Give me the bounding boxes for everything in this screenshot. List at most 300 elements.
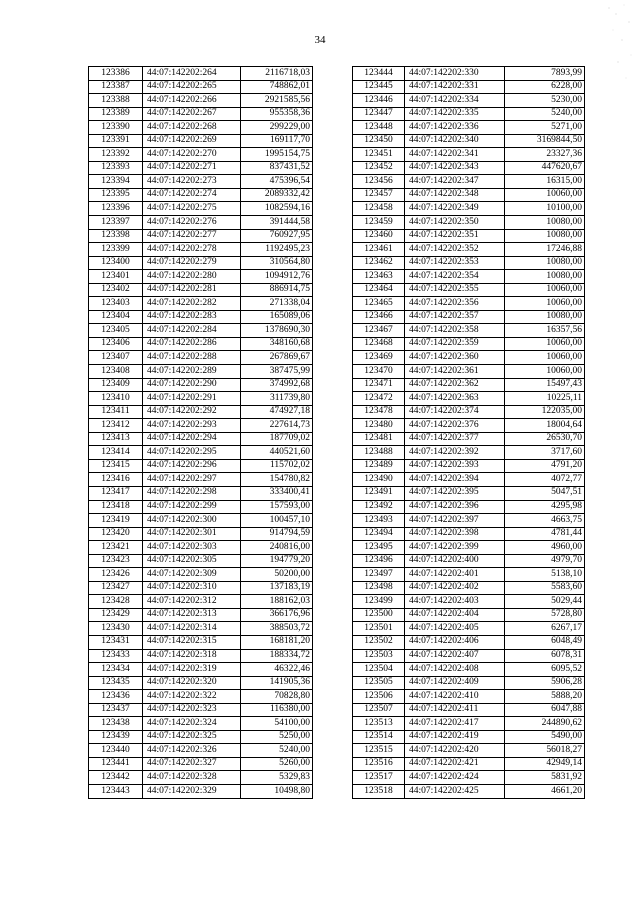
row-number-cell: 123417 [89, 486, 143, 500]
cadastral-number-cell: 44:07:142202:397 [405, 514, 505, 528]
table-row [89, 188, 313, 202]
cadastral-number-cell: 44:07:142202:336 [405, 121, 505, 135]
cadastral-number-cell: 44:07:142202:325 [143, 730, 241, 744]
row-number-cell: 123470 [353, 365, 405, 379]
table-row [353, 717, 585, 731]
cadastral-number-cell: 44:07:142202:399 [405, 541, 505, 555]
table-row [89, 148, 313, 162]
table-row [89, 527, 313, 541]
table-row [89, 649, 313, 663]
row-number-cell: 123490 [353, 473, 405, 487]
cadastral-value-cell: 244890,62 [505, 717, 585, 731]
cadastral-value-cell: 10060,00 [505, 188, 585, 202]
row-number-cell: 123438 [89, 717, 143, 731]
cadastral-value-cell: 227614,73 [241, 419, 313, 433]
row-number-cell: 123435 [89, 676, 143, 690]
cadastral-value-cell: 366176,96 [241, 608, 313, 622]
cadastral-number-cell: 44:07:142202:363 [405, 392, 505, 406]
cadastral-number-cell: 44:07:142202:402 [405, 581, 505, 595]
cadastral-number-cell: 44:07:142202:400 [405, 554, 505, 568]
row-number-cell: 123440 [89, 744, 143, 758]
cadastral-number-cell: 44:07:142202:331 [405, 80, 505, 94]
cadastral-number-cell: 44:07:142202:394 [405, 473, 505, 487]
table-row [89, 324, 313, 338]
table-row [89, 554, 313, 568]
table-row [353, 67, 585, 81]
cadastral-value-cell: 122035,00 [505, 405, 585, 419]
cadastral-number-cell: 44:07:142202:296 [143, 459, 241, 473]
cadastral-number-cell: 44:07:142202:420 [405, 744, 505, 758]
table-row [353, 94, 585, 108]
cadastral-number-cell: 44:07:142202:314 [143, 622, 241, 636]
row-number-cell: 123442 [89, 771, 143, 785]
row-number-cell: 123499 [353, 595, 405, 609]
cadastral-value-cell: 46322,46 [241, 663, 313, 677]
cadastral-value-cell: 3717,60 [505, 446, 585, 460]
table-row [89, 297, 313, 311]
row-number-cell: 123415 [89, 459, 143, 473]
cadastral-number-cell: 44:07:142202:353 [405, 256, 505, 270]
cadastral-number-cell: 44:07:142202:269 [143, 134, 241, 148]
cadastral-number-cell: 44:07:142202:326 [143, 744, 241, 758]
cadastral-number-cell: 44:07:142202:318 [143, 649, 241, 663]
cadastral-number-cell: 44:07:142202:419 [405, 730, 505, 744]
cadastral-value-cell: 154780,82 [241, 473, 313, 487]
table-row [353, 134, 585, 148]
row-number-cell: 123404 [89, 310, 143, 324]
cadastral-number-cell: 44:07:142202:281 [143, 283, 241, 297]
cadastral-value-cell: 5490,00 [505, 730, 585, 744]
cadastral-table-left-body [89, 67, 313, 799]
cadastral-number-cell: 44:07:142202:323 [143, 703, 241, 717]
cadastral-value-cell: 165089,06 [241, 310, 313, 324]
table-row [353, 744, 585, 758]
cadastral-number-cell: 44:07:142202:295 [143, 446, 241, 460]
table-row [353, 405, 585, 419]
cadastral-number-cell: 44:07:142202:288 [143, 351, 241, 365]
cadastral-number-cell: 44:07:142202:309 [143, 568, 241, 582]
row-number-cell: 123450 [353, 134, 405, 148]
table-row [353, 568, 585, 582]
cadastral-value-cell: 5329,83 [241, 771, 313, 785]
cadastral-value-cell: 1378690,30 [241, 324, 313, 338]
cadastral-value-cell: 955358,36 [241, 107, 313, 121]
row-number-cell: 123407 [89, 351, 143, 365]
table-row [89, 270, 313, 284]
row-number-cell: 123504 [353, 663, 405, 677]
table-row [89, 378, 313, 392]
table-row [89, 175, 313, 189]
table-row [89, 243, 313, 257]
cadastral-value-cell: 10498,80 [241, 784, 313, 798]
cadastral-number-cell: 44:07:142202:312 [143, 595, 241, 609]
table-row [353, 771, 585, 785]
table-row [89, 473, 313, 487]
cadastral-value-cell: 10060,00 [505, 365, 585, 379]
table-row [353, 527, 585, 541]
cadastral-number-cell: 44:07:142202:407 [405, 649, 505, 663]
cadastral-number-cell: 44:07:142202:359 [405, 337, 505, 351]
cadastral-value-cell: 5260,00 [241, 757, 313, 771]
cadastral-number-cell: 44:07:142202:300 [143, 514, 241, 528]
table-row [89, 310, 313, 324]
cadastral-number-cell: 44:07:142202:411 [405, 703, 505, 717]
cadastral-value-cell: 6095,52 [505, 663, 585, 677]
table-row [353, 175, 585, 189]
cadastral-number-cell: 44:07:142202:355 [405, 283, 505, 297]
cadastral-value-cell: 4072,77 [505, 473, 585, 487]
table-row [353, 608, 585, 622]
cadastral-value-cell: 4781,44 [505, 527, 585, 541]
row-number-cell: 123390 [89, 121, 143, 135]
row-number-cell: 123394 [89, 175, 143, 189]
row-number-cell: 123416 [89, 473, 143, 487]
cadastral-value-cell: 1094912,76 [241, 270, 313, 284]
cadastral-number-cell: 44:07:142202:329 [143, 784, 241, 798]
table-row [353, 541, 585, 555]
row-number-cell: 123419 [89, 514, 143, 528]
row-number-cell: 123462 [353, 256, 405, 270]
table-row [89, 80, 313, 94]
row-number-cell: 123420 [89, 527, 143, 541]
cadastral-number-cell: 44:07:142202:274 [143, 188, 241, 202]
row-number-cell: 123408 [89, 365, 143, 379]
row-number-cell: 123403 [89, 297, 143, 311]
cadastral-value-cell: 2089332,42 [241, 188, 313, 202]
row-number-cell: 123503 [353, 649, 405, 663]
cadastral-number-cell: 44:07:142202:299 [143, 500, 241, 514]
cadastral-value-cell: 267869,67 [241, 351, 313, 365]
cadastral-value-cell: 10060,00 [505, 283, 585, 297]
row-number-cell: 123493 [353, 514, 405, 528]
row-number-cell: 123452 [353, 161, 405, 175]
table-row [353, 216, 585, 230]
row-number-cell: 123400 [89, 256, 143, 270]
cadastral-value-cell: 4960,00 [505, 541, 585, 555]
table-row [353, 310, 585, 324]
cadastral-value-cell: 4791,20 [505, 459, 585, 473]
row-number-cell: 123463 [353, 270, 405, 284]
cadastral-number-cell: 44:07:142202:357 [405, 310, 505, 324]
table-row [89, 67, 313, 81]
row-number-cell: 123414 [89, 446, 143, 460]
table-row [89, 717, 313, 731]
table-row [89, 622, 313, 636]
table-row [89, 446, 313, 460]
row-number-cell: 123460 [353, 229, 405, 243]
table-row [89, 771, 313, 785]
table-row [353, 622, 585, 636]
cadastral-number-cell: 44:07:142202:348 [405, 188, 505, 202]
row-number-cell: 123494 [353, 527, 405, 541]
cadastral-value-cell: 5831,92 [505, 771, 585, 785]
row-number-cell: 123421 [89, 541, 143, 555]
row-number-cell: 123514 [353, 730, 405, 744]
cadastral-number-cell: 44:07:142202:266 [143, 94, 241, 108]
cadastral-number-cell: 44:07:142202:327 [143, 757, 241, 771]
table-row [353, 784, 585, 798]
cadastral-number-cell: 44:07:142202:265 [143, 80, 241, 94]
cadastral-value-cell: 1192495,23 [241, 243, 313, 257]
row-number-cell: 123431 [89, 635, 143, 649]
table-row [89, 94, 313, 108]
cadastral-number-cell: 44:07:142202:324 [143, 717, 241, 731]
row-number-cell: 123441 [89, 757, 143, 771]
cadastral-value-cell: 5888,20 [505, 690, 585, 704]
cadastral-value-cell: 10080,00 [505, 216, 585, 230]
cadastral-number-cell: 44:07:142202:328 [143, 771, 241, 785]
row-number-cell: 123480 [353, 419, 405, 433]
row-number-cell: 123502 [353, 635, 405, 649]
table-row [89, 337, 313, 351]
cadastral-value-cell: 54100,00 [241, 717, 313, 731]
table-row [353, 80, 585, 94]
cadastral-value-cell: 10060,00 [505, 297, 585, 311]
table-row [353, 446, 585, 460]
row-number-cell: 123461 [353, 243, 405, 257]
cadastral-table-right [352, 66, 585, 799]
cadastral-value-cell: 115702,02 [241, 459, 313, 473]
cadastral-value-cell: 748862,01 [241, 80, 313, 94]
cadastral-number-cell: 44:07:142202:320 [143, 676, 241, 690]
table-row [89, 405, 313, 419]
row-number-cell: 123397 [89, 216, 143, 230]
cadastral-number-cell: 44:07:142202:403 [405, 595, 505, 609]
cadastral-number-cell: 44:07:142202:334 [405, 94, 505, 108]
cadastral-value-cell: 5230,00 [505, 94, 585, 108]
cadastral-number-cell: 44:07:142202:286 [143, 337, 241, 351]
table-row [353, 473, 585, 487]
cadastral-number-cell: 44:07:142202:392 [405, 446, 505, 460]
cadastral-number-cell: 44:07:142202:335 [405, 107, 505, 121]
cadastral-number-cell: 44:07:142202:271 [143, 161, 241, 175]
cadastral-value-cell: 5271,00 [505, 121, 585, 135]
cadastral-value-cell: 194779,20 [241, 554, 313, 568]
cadastral-value-cell: 137183,19 [241, 581, 313, 595]
cadastral-value-cell: 16357,56 [505, 324, 585, 338]
row-number-cell: 123498 [353, 581, 405, 595]
cadastral-number-cell: 44:07:142202:409 [405, 676, 505, 690]
table-row [89, 202, 313, 216]
table-row [89, 757, 313, 771]
cadastral-value-cell: 141905,36 [241, 676, 313, 690]
cadastral-value-cell: 188162,03 [241, 595, 313, 609]
row-number-cell: 123489 [353, 459, 405, 473]
row-number-cell: 123426 [89, 568, 143, 582]
row-number-cell: 123402 [89, 283, 143, 297]
cadastral-value-cell: 440521,60 [241, 446, 313, 460]
cadastral-value-cell: 18004,64 [505, 419, 585, 433]
row-number-cell: 123401 [89, 270, 143, 284]
table-row [353, 663, 585, 677]
cadastral-value-cell: 387475,99 [241, 365, 313, 379]
table-row [353, 514, 585, 528]
table-row [353, 188, 585, 202]
row-number-cell: 123398 [89, 229, 143, 243]
cadastral-number-cell: 44:07:142202:268 [143, 121, 241, 135]
table-row [89, 608, 313, 622]
row-number-cell: 123478 [353, 405, 405, 419]
cadastral-value-cell: 6078,31 [505, 649, 585, 663]
cadastral-value-cell: 5047,51 [505, 486, 585, 500]
cadastral-value-cell: 2921585,56 [241, 94, 313, 108]
row-number-cell: 123464 [353, 283, 405, 297]
table-row [353, 703, 585, 717]
row-number-cell: 123497 [353, 568, 405, 582]
row-number-cell: 123495 [353, 541, 405, 555]
row-number-cell: 123505 [353, 676, 405, 690]
cadastral-value-cell: 17246,88 [505, 243, 585, 257]
cadastral-number-cell: 44:07:142202:377 [405, 432, 505, 446]
cadastral-value-cell: 187709,02 [241, 432, 313, 446]
row-number-cell: 123388 [89, 94, 143, 108]
table-row [89, 351, 313, 365]
cadastral-number-cell: 44:07:142202:350 [405, 216, 505, 230]
cadastral-value-cell: 50200,00 [241, 568, 313, 582]
cadastral-value-cell: 5240,00 [241, 744, 313, 758]
row-number-cell: 123488 [353, 446, 405, 460]
table-row [89, 229, 313, 243]
row-number-cell: 123429 [89, 608, 143, 622]
cadastral-value-cell: 240816,00 [241, 541, 313, 555]
cadastral-number-cell: 44:07:142202:292 [143, 405, 241, 419]
table-row [353, 270, 585, 284]
row-number-cell: 123459 [353, 216, 405, 230]
cadastral-value-cell: 4663,75 [505, 514, 585, 528]
table-row [89, 161, 313, 175]
row-number-cell: 123481 [353, 432, 405, 446]
cadastral-table-right-body [353, 67, 585, 799]
table-row [89, 581, 313, 595]
row-number-cell: 123436 [89, 690, 143, 704]
row-number-cell: 123445 [353, 80, 405, 94]
cadastral-number-cell: 44:07:142202:351 [405, 229, 505, 243]
cadastral-value-cell: 5250,00 [241, 730, 313, 744]
cadastral-number-cell: 44:07:142202:421 [405, 757, 505, 771]
cadastral-number-cell: 44:07:142202:358 [405, 324, 505, 338]
cadastral-number-cell: 44:07:142202:293 [143, 419, 241, 433]
cadastral-value-cell: 475396,54 [241, 175, 313, 189]
cadastral-number-cell: 44:07:142202:264 [143, 67, 241, 81]
cadastral-number-cell: 44:07:142202:361 [405, 365, 505, 379]
row-number-cell: 123492 [353, 500, 405, 514]
row-number-cell: 123456 [353, 175, 405, 189]
cadastral-value-cell: 271338,04 [241, 297, 313, 311]
row-number-cell: 123405 [89, 324, 143, 338]
cadastral-value-cell: 4295,98 [505, 500, 585, 514]
cadastral-number-cell: 44:07:142202:396 [405, 500, 505, 514]
cadastral-value-cell: 7893,99 [505, 67, 585, 81]
row-number-cell: 123413 [89, 432, 143, 446]
cadastral-value-cell: 10060,00 [505, 351, 585, 365]
cadastral-number-cell: 44:07:142202:282 [143, 297, 241, 311]
cadastral-table-left [88, 66, 313, 799]
row-number-cell: 123386 [89, 67, 143, 81]
row-number-cell: 123399 [89, 243, 143, 257]
cadastral-value-cell: 6228,00 [505, 80, 585, 94]
cadastral-value-cell: 4979,70 [505, 554, 585, 568]
cadastral-number-cell: 44:07:142202:298 [143, 486, 241, 500]
row-number-cell: 123387 [89, 80, 143, 94]
cadastral-value-cell: 10080,00 [505, 310, 585, 324]
table-row [353, 365, 585, 379]
table-row [353, 351, 585, 365]
cadastral-number-cell: 44:07:142202:401 [405, 568, 505, 582]
row-number-cell: 123406 [89, 337, 143, 351]
scan-speckle-decoration [604, 0, 634, 100]
table-row [353, 595, 585, 609]
cadastral-value-cell: 6267,17 [505, 622, 585, 636]
cadastral-number-cell: 44:07:142202:310 [143, 581, 241, 595]
cadastral-value-cell: 4661,20 [505, 784, 585, 798]
table-row [89, 365, 313, 379]
cadastral-value-cell: 26530,70 [505, 432, 585, 446]
cadastral-number-cell: 44:07:142202:280 [143, 270, 241, 284]
table-row [89, 486, 313, 500]
cadastral-value-cell: 168181,20 [241, 635, 313, 649]
cadastral-number-cell: 44:07:142202:340 [405, 134, 505, 148]
row-number-cell: 123491 [353, 486, 405, 500]
cadastral-number-cell: 44:07:142202:354 [405, 270, 505, 284]
cadastral-number-cell: 44:07:142202:352 [405, 243, 505, 257]
row-number-cell: 123433 [89, 649, 143, 663]
table-row [353, 676, 585, 690]
row-number-cell: 123427 [89, 581, 143, 595]
cadastral-value-cell: 6047,88 [505, 703, 585, 717]
table-row [353, 500, 585, 514]
table-row [353, 283, 585, 297]
cadastral-number-cell: 44:07:142202:410 [405, 690, 505, 704]
page-number: 34 [314, 34, 326, 46]
table-row [89, 419, 313, 433]
table-row [89, 690, 313, 704]
cadastral-number-cell: 44:07:142202:291 [143, 392, 241, 406]
cadastral-number-cell: 44:07:142202:267 [143, 107, 241, 121]
row-number-cell: 123396 [89, 202, 143, 216]
cadastral-number-cell: 44:07:142202:417 [405, 717, 505, 731]
row-number-cell: 123428 [89, 595, 143, 609]
cadastral-value-cell: 914794,59 [241, 527, 313, 541]
table-row [89, 392, 313, 406]
table-row [353, 757, 585, 771]
cadastral-number-cell: 44:07:142202:289 [143, 365, 241, 379]
cadastral-value-cell: 333400,41 [241, 486, 313, 500]
table-row [89, 134, 313, 148]
cadastral-number-cell: 44:07:142202:404 [405, 608, 505, 622]
cadastral-number-cell: 44:07:142202:398 [405, 527, 505, 541]
row-number-cell: 123418 [89, 500, 143, 514]
table-row [353, 690, 585, 704]
cadastral-number-cell: 44:07:142202:270 [143, 148, 241, 162]
table-row [89, 121, 313, 135]
cadastral-number-cell: 44:07:142202:356 [405, 297, 505, 311]
cadastral-value-cell: 886914,75 [241, 283, 313, 297]
cadastral-number-cell: 44:07:142202:290 [143, 378, 241, 392]
cadastral-value-cell: 15497,43 [505, 378, 585, 392]
row-number-cell: 123467 [353, 324, 405, 338]
cadastral-number-cell: 44:07:142202:376 [405, 419, 505, 433]
cadastral-value-cell: 42949,14 [505, 757, 585, 771]
row-number-cell: 123412 [89, 419, 143, 433]
table-row [353, 107, 585, 121]
row-number-cell: 123507 [353, 703, 405, 717]
cadastral-number-cell: 44:07:142202:393 [405, 459, 505, 473]
cadastral-value-cell: 374992,68 [241, 378, 313, 392]
cadastral-value-cell: 5029,44 [505, 595, 585, 609]
cadastral-number-cell: 44:07:142202:283 [143, 310, 241, 324]
table-row [353, 432, 585, 446]
cadastral-value-cell: 10080,00 [505, 270, 585, 284]
